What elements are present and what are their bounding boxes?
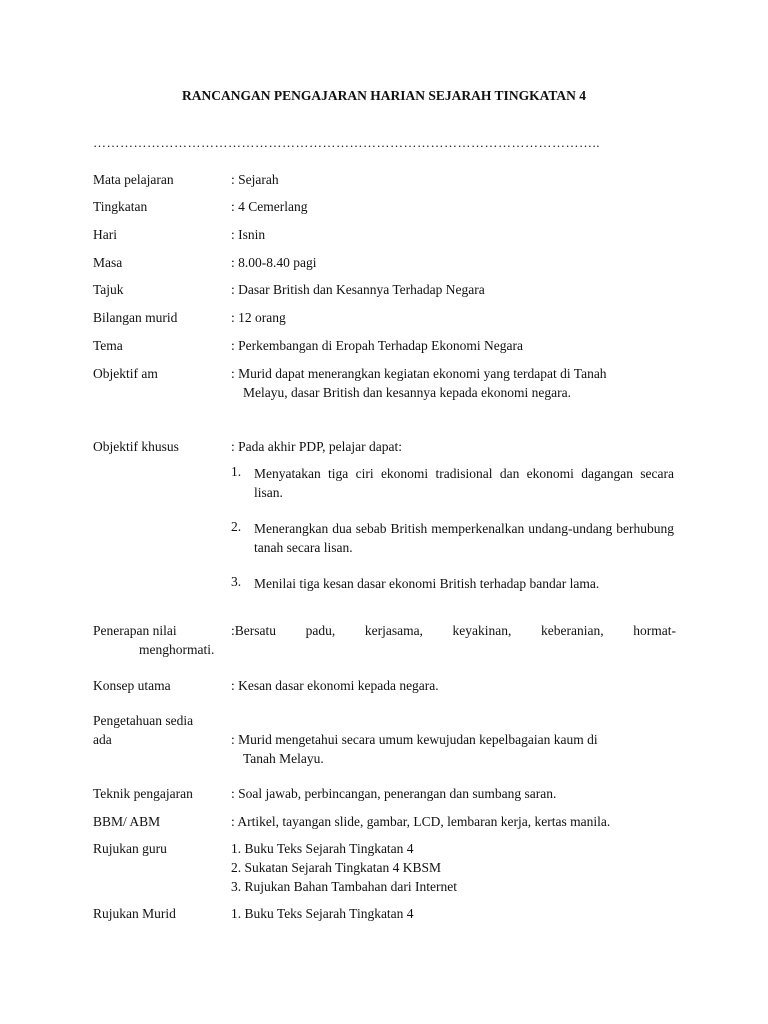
document-title: RANCANGAN PENGAJARAN HARIAN SEJARAH TINGKATAN 4	[182, 88, 586, 103]
nilai-word: keberanian,	[541, 623, 604, 638]
label-objektif-khusus: Objektif khusus	[93, 439, 179, 454]
rujukan-guru-item: 3. Rujukan Bahan Tambahan dari Internet	[231, 879, 457, 894]
pengetahuan-line2: Tanah Melayu.	[243, 751, 324, 766]
label-tajuk: Tajuk	[93, 282, 124, 297]
nilai-word: :Bersatu	[231, 623, 276, 638]
value-tingkatan: : 4 Cemerlang	[231, 199, 308, 214]
label-mata-pelajaran: Mata pelajaran	[93, 172, 174, 187]
label-line2: ada	[93, 732, 112, 747]
item-text: Menilai tiga kesan dasar ekonomi British terhadap bandar lama.	[254, 576, 600, 591]
label-tingkatan: Tingkatan	[93, 199, 148, 214]
penerapan-nilai-line2	[139, 640, 724, 659]
value-konsep-utama: : Kesan dasar ekonomi kepada negara.	[231, 678, 439, 693]
value-objektif-khusus: : Pada akhir PDP, pelajar dapat:	[231, 439, 402, 454]
value-bbm-abm: : Artikel, tayangan slide, gambar, LCD, lembaran kerja, kertas manila.	[231, 814, 611, 829]
item-number: 3.	[231, 574, 242, 589]
label-bilangan-murid: Bilangan murid	[93, 310, 178, 325]
value-tema: : Perkembangan di Eropah Terhadap Ekonomi Negara	[231, 338, 523, 353]
nilai-continuation: menghormati.	[139, 642, 215, 657]
label-rujukan-guru: Rujukan guru	[93, 841, 167, 856]
rujukan-guru-item: 1. Buku Teks Sejarah Tingkatan 4	[231, 841, 414, 856]
value-teknik-pengajaran: : Soal jawab, perbincangan, penerangan dan sumbang saran.	[231, 786, 557, 801]
nilai-word: padu,	[305, 623, 336, 638]
label-bbm-abm: BBM/ ABM	[93, 814, 161, 829]
objektif-am-line2: Melayu, dasar British dan kesannya kepada ekonomi negara.	[243, 385, 572, 400]
nilai-word: kerjasama,	[364, 623, 423, 638]
penerapan-nilai-line1	[231, 621, 676, 640]
value-masa: : 8.00-8.40 pagi	[231, 255, 317, 270]
value-mata-pelajaran: : Sejarah	[231, 172, 279, 187]
dotted-separator: …………………………………………………………………………………………………..	[93, 135, 600, 150]
label-pengetahuan-sedia-ada	[93, 711, 193, 749]
nilai-word: hormat-	[633, 623, 676, 638]
nilai-word: keyakinan,	[452, 623, 512, 638]
item-text: Menerangkan dua sebab British memperkenalkan undang-undang berhubung tanah secara lisan.	[254, 521, 674, 555]
rujukan-guru-item: 2. Sukatan Sejarah Tingkatan 4 KBSM	[231, 860, 442, 875]
value-hari: : Isnin	[231, 227, 266, 242]
value-tajuk: : Dasar British dan Kesannya Terhadap Negara	[231, 282, 485, 297]
label-masa: Masa	[93, 255, 123, 270]
value-objektif-am	[231, 364, 676, 402]
label-rujukan-murid: Rujukan Murid	[93, 906, 176, 921]
label-tema: Tema	[93, 338, 123, 353]
label-hari: Hari	[93, 227, 117, 242]
value-penerapan-nilai	[231, 621, 676, 640]
label-objektif-am: Objektif am	[93, 366, 158, 381]
pengetahuan-line1: : Murid mengetahui secara umum kewujudan kepelbagaian kaum di	[231, 732, 598, 747]
label-teknik-pengajaran: Teknik pengajaran	[93, 786, 193, 801]
value-bilangan-murid: : 12 orang	[231, 310, 286, 325]
objektif-am-line1: : Murid dapat menerangkan kegiatan ekonomi yang terdapat di Tanah	[231, 366, 607, 381]
value-rujukan-guru	[231, 839, 676, 896]
item-text: Menyatakan tiga ciri ekonomi tradisional dan ekonomi dagangan secara lisan.	[254, 466, 674, 500]
value-pengetahuan-sedia-ada	[231, 730, 676, 768]
rujukan-murid-item: 1. Buku Teks Sejarah Tingkatan 4	[231, 906, 414, 921]
value-rujukan-murid	[231, 904, 676, 923]
label-penerapan-nilai: Penerapan nilai	[93, 623, 177, 638]
item-number: 1.	[231, 464, 242, 479]
label-line1: Pengetahuan sedia	[93, 713, 194, 728]
label-konsep-utama: Konsep utama	[93, 678, 171, 693]
item-number: 2.	[231, 519, 242, 534]
